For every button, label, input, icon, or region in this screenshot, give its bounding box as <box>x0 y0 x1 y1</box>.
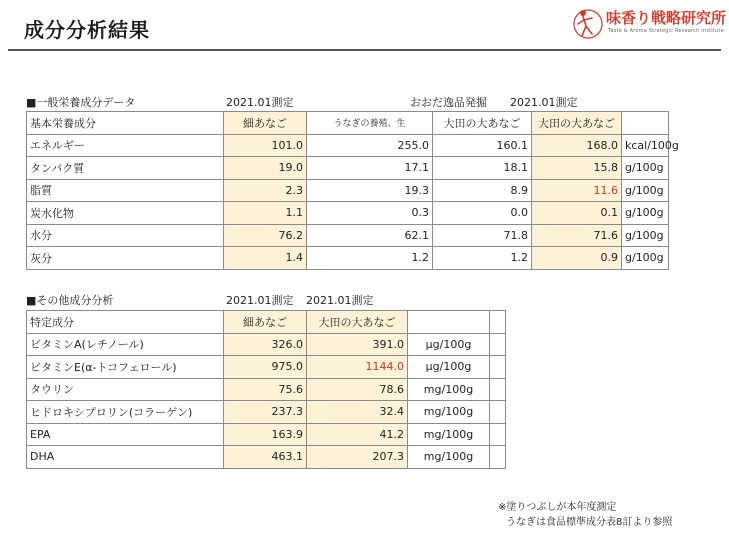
unit-cell: g/100g <box>622 247 669 270</box>
section2-label: ■その他成分分析 <box>26 294 114 307</box>
value-cell: 0.3 <box>307 202 433 225</box>
unit-cell: kcal/100g <box>622 134 669 157</box>
value-cell: 41.2 <box>307 423 408 446</box>
value-cell: 463.1 <box>224 446 307 469</box>
header-cell <box>408 311 490 334</box>
row-label: ビタミンA(レチノール) <box>27 333 224 356</box>
note-highlight: ※塗りつぶしが本年度測定 <box>498 502 617 513</box>
other-components-table <box>26 310 506 469</box>
value-cell: 255.0 <box>307 134 433 157</box>
row-label: 水分 <box>27 224 224 247</box>
table-row <box>27 401 506 424</box>
value-cell: 160.1 <box>433 134 532 157</box>
row-label: ビタミンE(α-トコフェロール) <box>27 356 224 379</box>
page-title: 成分分析結果 <box>24 18 150 42</box>
table-row <box>27 247 669 270</box>
table-row <box>27 378 506 401</box>
value-cell: 71.6 <box>532 224 622 247</box>
table-row <box>27 134 669 157</box>
table-row <box>27 356 506 379</box>
basic-nutrition-table <box>26 111 679 270</box>
empty-cell <box>490 356 506 379</box>
header-cell: 細あなご <box>224 112 307 135</box>
section1-label: ■一般栄養成分データ <box>26 96 136 109</box>
unit-cell: mg/100g <box>408 378 490 401</box>
value-cell: 391.0 <box>307 333 408 356</box>
section1-date-b: 2021.01測定 <box>510 96 578 109</box>
row-label: ヒドロキシプロリン(コラーゲン) <box>27 401 224 424</box>
value-cell: 101.0 <box>224 134 307 157</box>
header-cell: 大田の大あなご <box>433 112 532 135</box>
empty-cell <box>490 333 506 356</box>
value-cell: 19.3 <box>307 179 433 202</box>
value-cell: 62.1 <box>307 224 433 247</box>
row-label: タウリン <box>27 378 224 401</box>
unit-cell: g/100g <box>622 179 669 202</box>
unit-cell: μg/100g <box>408 356 490 379</box>
value-cell: 19.0 <box>224 157 307 180</box>
header-cell: 基本栄養成分 <box>27 112 224 135</box>
row-label: 炭水化物 <box>27 202 224 225</box>
table-header-row <box>27 311 506 334</box>
logo-figure-icon <box>572 4 606 44</box>
table-row <box>27 202 669 225</box>
value-cell: 0.1 <box>532 202 622 225</box>
value-cell: 32.4 <box>307 401 408 424</box>
section1-source: おおだ逸品発掘 <box>410 96 487 109</box>
logo-name: 味香り戦略研究所 <box>606 9 727 27</box>
table-row <box>27 179 669 202</box>
table-row <box>27 224 669 247</box>
empty-cell <box>490 378 506 401</box>
header-cell <box>490 311 506 334</box>
value-cell: 237.3 <box>224 401 307 424</box>
value-cell: 163.9 <box>224 423 307 446</box>
logo-subtitle: Taste & Aroma Strategic Research Institute <box>608 28 724 34</box>
row-label: DHA <box>27 446 224 469</box>
header-cell: 細あなご <box>224 311 307 334</box>
table-row <box>27 423 506 446</box>
header-cell: 大田の大あなご <box>532 112 622 135</box>
table-header-row <box>27 112 669 135</box>
value-cell: 975.0 <box>224 356 307 379</box>
value-cell: 76.2 <box>224 224 307 247</box>
unit-cell: g/100g <box>622 157 669 180</box>
unit-cell: mg/100g <box>408 446 490 469</box>
section1-date-a: 2021.01測定 <box>226 96 294 109</box>
row-label: 灰分 <box>27 247 224 270</box>
value-cell: 1.1 <box>224 202 307 225</box>
value-cell: 207.3 <box>307 446 408 469</box>
header-cell: 特定成分 <box>27 311 224 334</box>
empty-cell <box>490 423 506 446</box>
value-cell: 2.3 <box>224 179 307 202</box>
value-cell: 1144.0 <box>307 356 408 379</box>
unit-cell: μg/100g <box>408 333 490 356</box>
value-cell: 8.9 <box>433 179 532 202</box>
value-cell: 1.2 <box>307 247 433 270</box>
value-cell: 0.9 <box>532 247 622 270</box>
row-label: 脂質 <box>27 179 224 202</box>
row-label: タンパク質 <box>27 157 224 180</box>
note-source: うなぎは食品標準成分表8訂より参照 <box>506 517 673 528</box>
value-cell: 71.8 <box>433 224 532 247</box>
unit-cell: g/100g <box>622 224 669 247</box>
value-cell: 1.2 <box>433 247 532 270</box>
row-label: エネルギー <box>27 134 224 157</box>
institute-logo <box>572 4 727 46</box>
value-cell: 78.6 <box>307 378 408 401</box>
value-cell: 15.8 <box>532 157 622 180</box>
value-cell: 1.4 <box>224 247 307 270</box>
empty-cell <box>490 446 506 469</box>
header-cell <box>622 112 669 135</box>
section2-date-a: 2021.01測定 <box>226 294 294 307</box>
unit-cell: g/100g <box>622 202 669 225</box>
table-row <box>27 446 506 469</box>
empty-cell <box>490 401 506 424</box>
value-cell: 0.0 <box>433 202 532 225</box>
value-cell: 75.6 <box>224 378 307 401</box>
table-row <box>27 333 506 356</box>
value-cell: 18.1 <box>433 157 532 180</box>
value-cell: 326.0 <box>224 333 307 356</box>
unit-cell: mg/100g <box>408 423 490 446</box>
section2-date-b: 2021.01測定 <box>306 294 374 307</box>
value-cell: 17.1 <box>307 157 433 180</box>
unit-cell: mg/100g <box>408 401 490 424</box>
value-cell: 168.0 <box>532 134 622 157</box>
header-cell: 大田の大あなご <box>307 311 408 334</box>
header-cell: うなぎの養殖、生 <box>307 112 433 135</box>
table-row <box>27 157 669 180</box>
value-cell: 11.6 <box>532 179 622 202</box>
row-label: EPA <box>27 423 224 446</box>
title-divider <box>8 49 721 51</box>
